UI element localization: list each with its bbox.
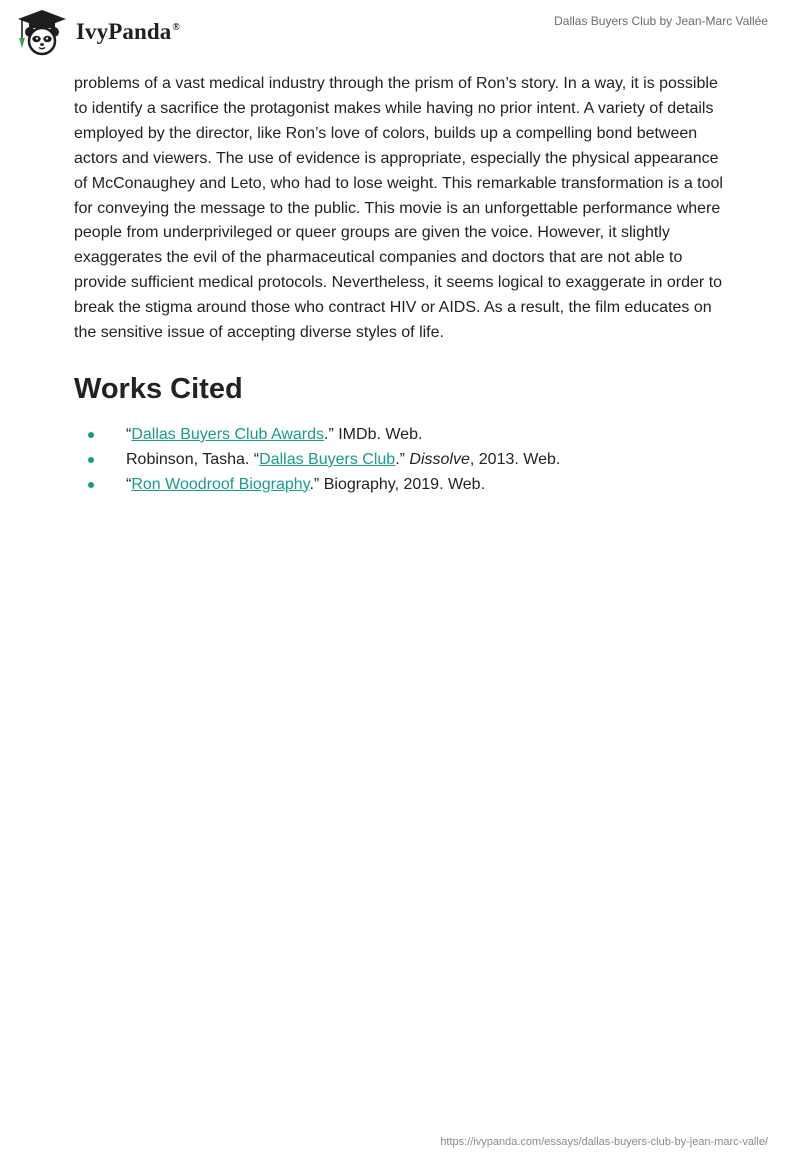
citation-text: .” IMDb. Web. bbox=[324, 425, 423, 443]
citation-source-title: Dissolve bbox=[409, 450, 470, 468]
works-cited-heading: Works Cited bbox=[74, 372, 243, 405]
citation-text: .” bbox=[395, 450, 410, 468]
citation-text: .” Biography, 2019. Web. bbox=[309, 475, 486, 493]
essay-content bbox=[74, 72, 734, 498]
citation-item bbox=[74, 473, 734, 498]
ivypanda-logo[interactable] bbox=[14, 8, 180, 56]
citation-text: Robinson, Tasha. “ bbox=[126, 450, 260, 468]
document-title: Dallas Buyers Club by Jean-Marc Vallée bbox=[554, 14, 768, 28]
registered-mark: ® bbox=[172, 22, 180, 34]
citation-item bbox=[74, 423, 734, 448]
citation-text: , 2013. Web. bbox=[469, 450, 561, 468]
works-cited-list bbox=[74, 423, 734, 498]
citation-item bbox=[74, 448, 734, 473]
bullet-icon bbox=[88, 432, 94, 438]
citation-link[interactable]: Dallas Buyers Club Awards bbox=[131, 425, 325, 443]
bullet-icon bbox=[88, 457, 94, 463]
body-paragraph: problems of a vast medical industry through the prism of Ron’s story. In a way, it is possible to identify a sacrifice the protagonist makes while having no prior intent. A variety of details employed by the director, like Ron’s love of colors, builds up a compelling bond between actors and viewers. The use of evidence is appropriate, especially the physical appearance of McConaughey and Leto, who had to lose weight. This remarkable transformation is a tool for conveying the message to the public. This movie is an unforgettable performance where people from underprivileged or queer groups are given the voice. However, it slightly exaggerates the evil of the pharmaceutical companies and doctors that are not able to provide sufficient medical protocols. Nevertheless, it seems logical to exaggerate in order to break the stigma around those who contract HIV or AIDS. As a result, the film educates on the sensitive issue of accepting diverse styles of life. bbox=[74, 75, 723, 342]
citation-link[interactable]: Dallas Buyers Club bbox=[259, 450, 396, 468]
bullet-icon bbox=[88, 482, 94, 488]
panda-graduation-cap-icon bbox=[14, 8, 70, 56]
page-header bbox=[0, 0, 800, 64]
citation-text: “ bbox=[126, 475, 132, 493]
logo-wordmark: IvyPanda® bbox=[76, 19, 180, 44]
citation-link[interactable]: Ron Woodroof Biography bbox=[131, 475, 310, 493]
footer-url[interactable]: https://ivypanda.com/essays/dallas-buyers-club-by-jean-marc-valle/ bbox=[440, 1136, 768, 1148]
citation-text: “ bbox=[126, 425, 132, 443]
